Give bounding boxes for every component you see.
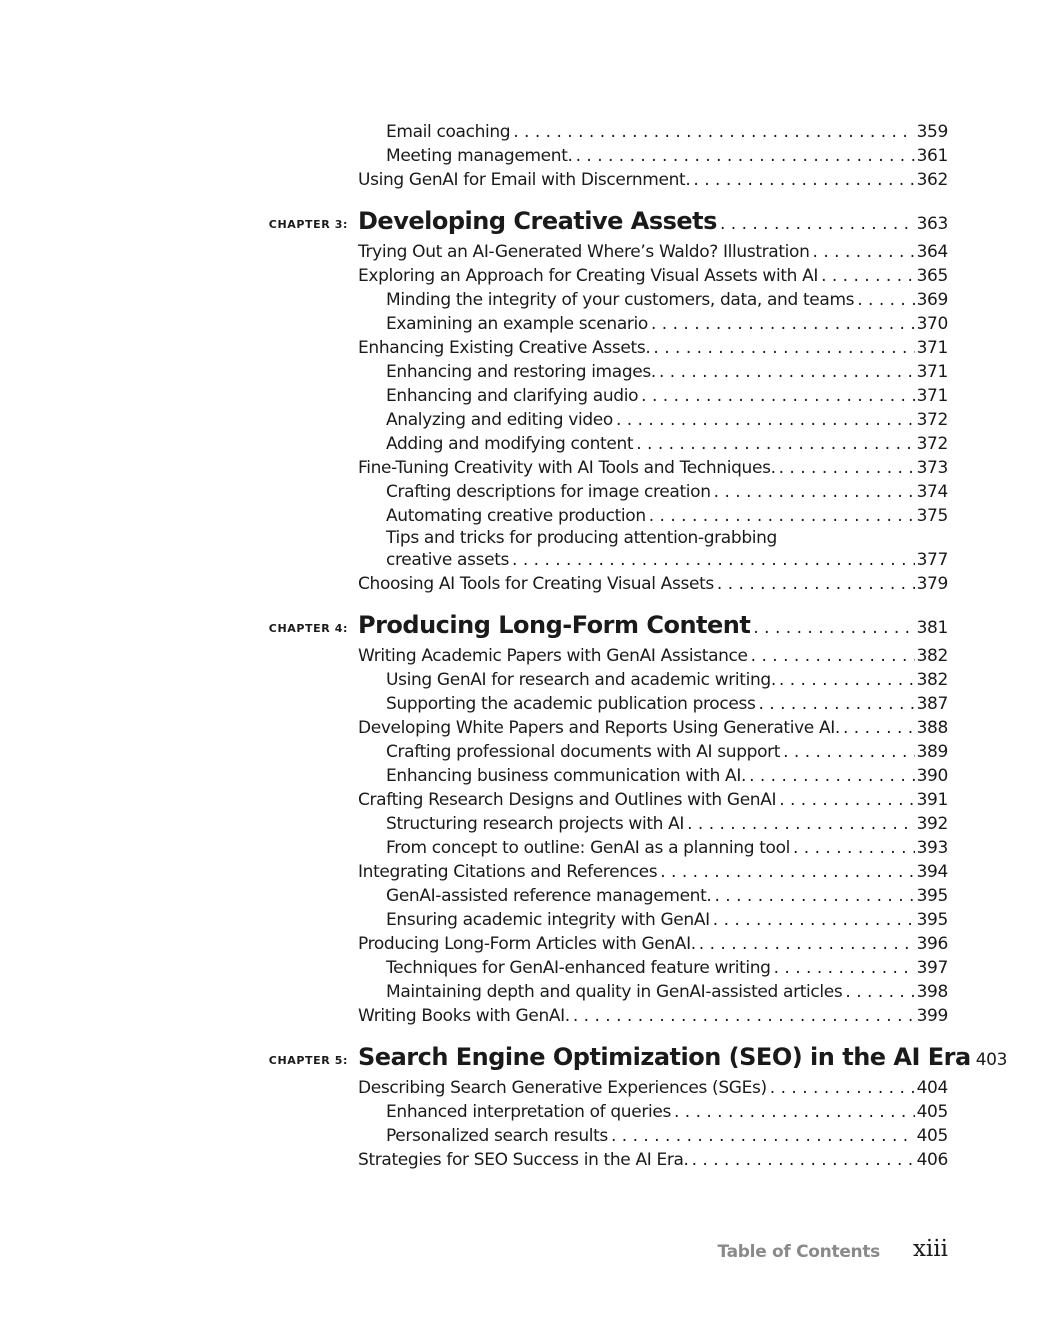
chapter-number-label: CHAPTER 5:: [268, 1054, 348, 1067]
toc-subsection-entry[interactable]: [386, 480, 948, 504]
toc-entry-title: Fine-Tuning Creativity with AI Tools and Techniques.: [358, 458, 776, 478]
dot-leader: [813, 240, 915, 264]
toc-entry-title: Writing Books with GenAI.: [358, 1006, 570, 1026]
toc-subsection-entry[interactable]: [386, 1124, 948, 1148]
toc-page-number: 392: [916, 814, 948, 834]
dot-leader: [616, 408, 915, 432]
dot-leader: [636, 432, 914, 456]
toc-entry-title: Structuring research projects with AI: [386, 814, 685, 834]
toc-entry-title: Producing Long-Form Articles with GenAI.: [358, 934, 696, 954]
toc-page-number: 371: [916, 362, 948, 382]
toc-entry-title: Enhancing and restoring images.: [386, 362, 656, 382]
dot-leader: [751, 644, 915, 668]
toc-section-entry[interactable]: [358, 572, 948, 596]
toc-subsection-entry[interactable]: [386, 432, 948, 456]
toc-subsection-entry[interactable]: [386, 288, 948, 312]
toc-page-number: 359: [916, 122, 948, 142]
toc-subsection-entry[interactable]: [386, 144, 948, 168]
toc-entry-title: Writing Academic Papers with GenAI Assistance: [358, 646, 748, 666]
toc-section-entry[interactable]: [358, 860, 948, 884]
toc-page-number: 394: [916, 862, 948, 882]
toc-entry-title: Crafting Research Designs and Outlines with GenAI: [358, 790, 777, 810]
dot-leader: [512, 548, 915, 572]
dot-leader: [687, 812, 915, 836]
toc-subsection-entry[interactable]: [386, 384, 948, 408]
dot-leader: [758, 692, 914, 716]
dot-leader: [774, 956, 915, 980]
dot-leader: [720, 209, 915, 239]
toc-entry-title: Integrating Citations and References: [358, 862, 658, 882]
toc-page-number: 375: [916, 506, 948, 526]
toc-entry-title: Strategies for SEO Success in the AI Era.: [358, 1150, 689, 1170]
toc-page-number: 377: [916, 550, 948, 570]
toc-entry-title: Techniques for GenAI-enhanced feature writing: [386, 958, 771, 978]
toc-page-number: 406: [916, 1150, 948, 1170]
toc-entry-title: Automating creative production: [386, 506, 646, 526]
dot-leader: [749, 764, 915, 788]
dot-leader: [845, 980, 914, 1004]
toc-page-number: 398: [916, 982, 948, 1002]
toc-page-number: 364: [916, 242, 948, 262]
toc-entry-title: Using GenAI for Email with Discernment.: [358, 170, 691, 190]
dot-leader: [649, 504, 915, 528]
toc-subsection-entry[interactable]: [386, 836, 948, 860]
toc-entry-title: Minding the integrity of your customers, data, and teams: [386, 290, 855, 310]
dot-leader: [513, 120, 914, 144]
toc-entry-title: Developing White Papers and Reports Using Generative AI.: [358, 718, 840, 738]
toc-page-number: 372: [916, 410, 948, 430]
toc-section-entry[interactable]: [358, 264, 948, 288]
toc-page-number: 397: [916, 958, 948, 978]
dot-leader: [660, 860, 914, 884]
dot-leader: [573, 1004, 915, 1028]
toc-subsection-entry[interactable]: [386, 908, 948, 932]
toc-page-number: 393: [916, 838, 948, 858]
toc-entry-title: Examining an example scenario: [386, 314, 648, 334]
toc-subsection-entry[interactable]: [386, 740, 948, 764]
toc-entry-title: Ensuring academic integrity with GenAI: [386, 910, 710, 930]
toc-section-entry[interactable]: [358, 240, 948, 264]
toc-page-number: 369: [916, 290, 948, 310]
chapter-title: Search Engine Optimization (SEO) in the AI Era: [358, 1043, 971, 1071]
toc-entry-title: Exploring an Approach for Creating Visual Assets with AI: [358, 266, 819, 286]
dot-leader: [779, 788, 914, 812]
toc-page-number: 373: [916, 458, 948, 478]
toc-page-number: 365: [916, 266, 948, 286]
toc-page-number: 361: [916, 146, 948, 166]
toc-chapter-entry[interactable]: [358, 1042, 1008, 1071]
chapter-title: Producing Long-Form Content: [358, 611, 751, 639]
toc-entry-title: Describing Search Generative Experiences (SGEs): [358, 1078, 767, 1098]
dot-leader: [783, 740, 914, 764]
toc-section-entry[interactable]: [358, 456, 948, 480]
toc-entry-title: GenAI-assisted reference management.: [386, 886, 712, 906]
toc-section-entry[interactable]: [358, 1148, 948, 1172]
toc-page-number: 371: [916, 338, 948, 358]
toc-subsection-entry[interactable]: [386, 956, 948, 980]
toc-page-number: 382: [916, 670, 948, 690]
toc-section-entry[interactable]: [358, 932, 948, 956]
dot-leader: [714, 480, 915, 504]
dot-leader: [843, 716, 915, 740]
toc-entry-title: Meeting management.: [386, 146, 573, 166]
toc-entry-title: Adding and modifying content: [386, 434, 634, 454]
running-footer-label: Table of Contents: [717, 1242, 880, 1262]
chapter-title: Developing Creative Assets: [358, 207, 717, 235]
toc-page-number: 391: [916, 790, 948, 810]
dot-leader: [714, 884, 914, 908]
toc-page-number: 379: [916, 574, 948, 594]
dot-leader: [641, 384, 914, 408]
toc-page-number: 372: [916, 434, 948, 454]
toc-page-number: 362: [916, 170, 948, 190]
toc-page-number: 405: [916, 1102, 948, 1122]
dot-leader: [659, 360, 915, 384]
toc-page-number: 371: [916, 386, 948, 406]
toc-subsection-entry[interactable]: [386, 812, 948, 836]
toc-entry-title: Crafting descriptions for image creation: [386, 482, 711, 502]
dot-leader: [674, 1100, 915, 1124]
toc-section-entry[interactable]: [358, 1004, 948, 1028]
toc-section-entry[interactable]: [358, 168, 948, 192]
dot-leader: [793, 836, 915, 860]
toc-entry-title: Choosing AI Tools for Creating Visual Assets: [358, 574, 714, 594]
toc-subsection-entry[interactable]: [386, 668, 948, 692]
dot-leader: [576, 144, 915, 168]
toc-subsection-entry[interactable]: [386, 312, 948, 336]
toc-entry-title: Enhancing and clarifying audio: [386, 386, 639, 406]
toc-subsection-entry[interactable]: [386, 692, 948, 716]
toc-subsection-entry[interactable]: [386, 360, 948, 384]
toc-subsection-entry[interactable]: [386, 408, 948, 432]
page-number: xiii: [912, 1236, 948, 1262]
dot-leader: [611, 1124, 915, 1148]
toc-section-entry[interactable]: [358, 336, 948, 360]
toc-entry-title: Trying Out an AI-Generated Where’s Waldo? Illustration: [358, 242, 810, 262]
chapter-number-label: CHAPTER 4:: [268, 622, 348, 635]
toc-page-number: 388: [916, 718, 948, 738]
toc-chapter-entry[interactable]: [358, 610, 948, 639]
toc-entry-title: Personalized search results: [386, 1126, 608, 1146]
toc-entry-title: Email coaching: [386, 122, 511, 142]
toc-page-number: 405: [916, 1126, 948, 1146]
toc-page-number: 395: [916, 910, 948, 930]
toc-page-number: 370: [916, 314, 948, 334]
toc-entry-title: Enhancing Existing Creative Assets.: [358, 338, 651, 358]
toc-section-entry[interactable]: [358, 716, 948, 740]
toc-entry-title: Crafting professional documents with AI support: [386, 742, 781, 762]
toc-entry-title: Supporting the academic publication process: [386, 694, 756, 714]
toc-entry-title: Enhancing business communication with AI.: [386, 766, 747, 786]
dot-leader: [713, 908, 915, 932]
dot-leader: [693, 168, 914, 192]
toc-page-number: 403: [975, 1050, 1008, 1070]
toc-page-number: 363: [916, 214, 948, 234]
chapter-number-label: CHAPTER 3:: [268, 218, 348, 231]
dot-leader: [857, 288, 914, 312]
toc-page-number: 382: [916, 646, 948, 666]
toc-entry-title: Enhanced interpretation of queries: [386, 1102, 671, 1122]
toc-entry-title: creative assets: [386, 550, 510, 570]
toc-page-number: 374: [916, 482, 948, 502]
dot-leader: [779, 456, 915, 480]
toc-page-number: 387: [916, 694, 948, 714]
toc-chapter-entry[interactable]: [358, 206, 948, 235]
dot-leader: [651, 312, 915, 336]
dot-leader: [717, 572, 915, 596]
toc-section-entry[interactable]: [358, 1076, 948, 1100]
toc-page-number: 396: [916, 934, 948, 954]
toc-page-number: 390: [916, 766, 948, 786]
dot-leader: [779, 668, 915, 692]
toc-subsection-entry[interactable]: [386, 1100, 948, 1124]
toc-entry-title: Using GenAI for research and academic writing.: [386, 670, 776, 690]
toc-subsection-entry[interactable]: [386, 884, 948, 908]
dot-leader: [821, 264, 915, 288]
toc-section-entry[interactable]: [358, 788, 948, 812]
toc-entry-title: From concept to outline: GenAI as a planning tool: [386, 838, 790, 858]
toc-subsection-entry[interactable]: [386, 528, 948, 570]
toc-subsection-entry[interactable]: [386, 980, 948, 1004]
toc-section-entry[interactable]: [358, 644, 948, 668]
toc-page-number: 389: [916, 742, 948, 762]
toc-entry-title: Maintaining depth and quality in GenAI-assisted articles: [386, 982, 843, 1002]
dot-leader: [699, 932, 915, 956]
toc-subsection-entry[interactable]: [386, 120, 948, 144]
toc-subsection-entry[interactable]: [386, 764, 948, 788]
toc-entry-title-line1: Tips and tricks for producing attention-grabbing: [386, 528, 777, 548]
toc-page-number: 381: [916, 618, 948, 638]
toc-page-number: 395: [916, 886, 948, 906]
dot-leader: [692, 1148, 915, 1172]
toc-entry-title: Analyzing and editing video: [386, 410, 613, 430]
toc-page-number: 399: [916, 1006, 948, 1026]
toc-subsection-entry[interactable]: [386, 504, 948, 528]
dot-leader: [653, 336, 914, 360]
dot-leader: [770, 1076, 915, 1100]
dot-leader: [753, 613, 914, 643]
toc-page-number: 404: [916, 1078, 948, 1098]
